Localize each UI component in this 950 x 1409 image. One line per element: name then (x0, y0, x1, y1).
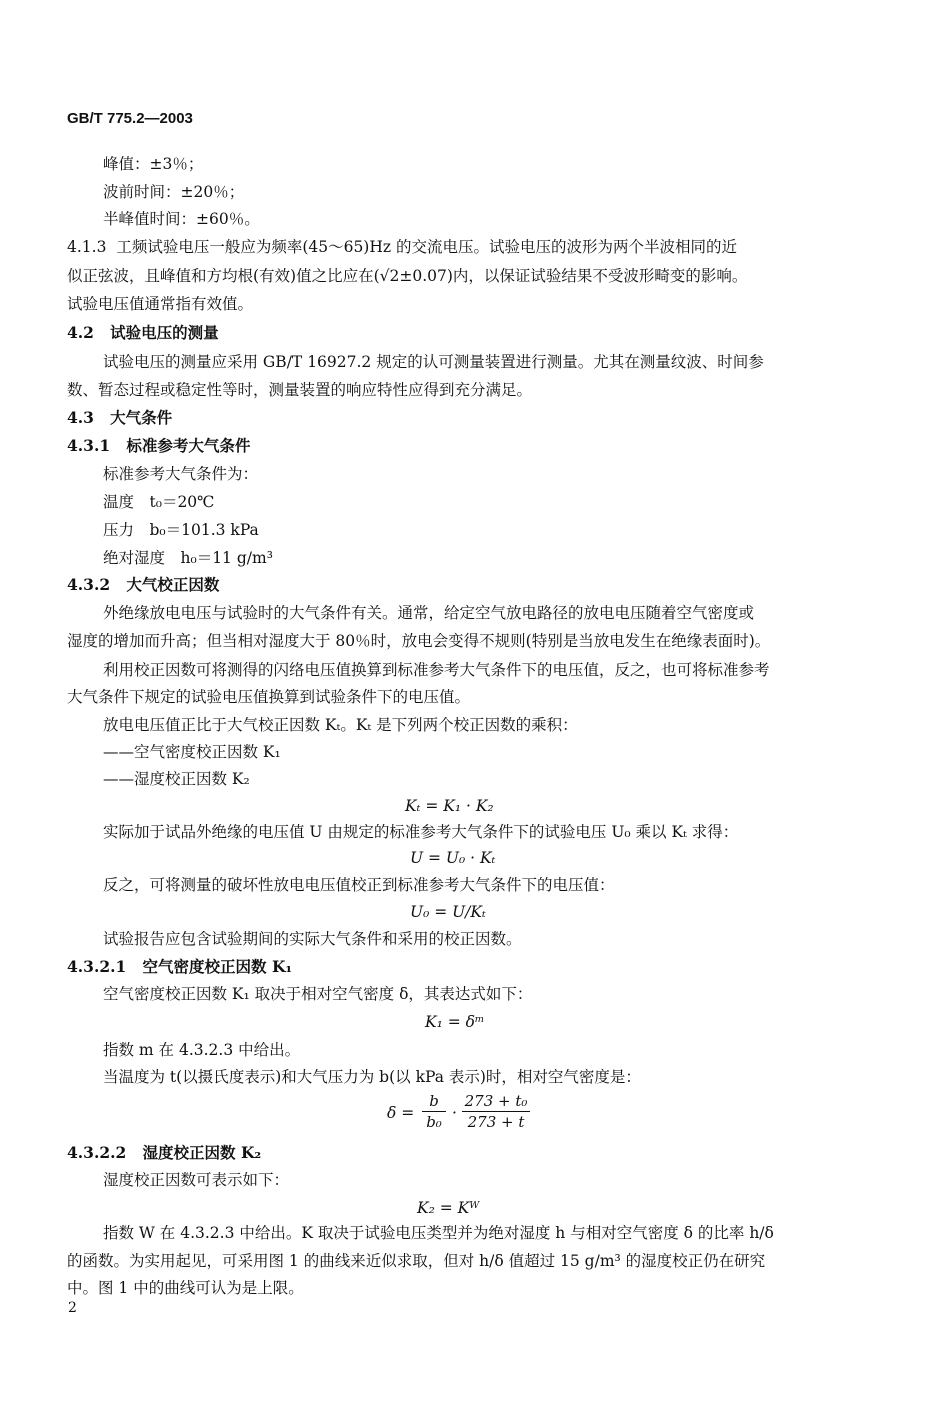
numerator: b (429, 1092, 439, 1110)
equation-kt: Kₜ = K₁ · K₂ (405, 797, 494, 815)
equation-k2: K₂ = Kᵂ (417, 1199, 480, 1217)
section-4-3-2-p5: 反之，可将测量的破坏性放电电压值校正到标准参考大气条件下的电压值： (103, 876, 615, 894)
section-4-3-heading (67, 407, 172, 429)
section-4-1-3-line3: 试验电压值通常指有效值。 (67, 295, 254, 313)
section-title: 空气密度校正因数 K₁ (142, 957, 293, 976)
tolerance-half-peak-time: 半峰值时间：±60％。 (103, 210, 260, 228)
section-4-3-2-2-p2-line3: 中。图 1 中的曲线可认为是上限。 (67, 1279, 304, 1297)
section-4-3-2-p4: 实际加于试品外绝缘的电压值 U 由规定的标准参考大气条件下的试验电压 U₀ 乘以 Kₜ 求得： (103, 823, 739, 841)
section-4-3-2-p2-line2: 大气条件下规定的试验电压值换算到试验条件下的电压值。 (67, 688, 471, 706)
denominator: 273 + t (467, 1113, 525, 1131)
numerator: 273 + t₀ (464, 1092, 528, 1110)
section-4-2-line1: 试验电压的测量应采用 GB/T 16927.2 规定的认可测量装置进行测量。尤其在测量纹波、时间参 (103, 353, 764, 371)
section-4-3-2-1-p1: 空气密度校正因数 K₁ 取决于相对空气密度 δ，其表达式如下： (103, 985, 533, 1003)
section-title: 试验电压的测量 (110, 323, 219, 342)
section-4-3-2-2-p2-line2: 的函数。为实用起见，可采用图 1 的曲线来近似求取，但对 h/δ 值超过 15 g/m³ 的湿度校正仍在研究 (67, 1252, 766, 1270)
section-4-3-2-p1-line1: 外绝缘放电电压与试验时的大气条件有关。通常，给定空气放电路径的放电电压随着空气密度或 (103, 604, 755, 622)
section-4-3-2-p2-line1: 利用校正因数可将测得的闪络电压值换算到标准参考大气条件下的电压值，反之，也可将标准参考 (103, 661, 770, 679)
fraction-bar (422, 1111, 446, 1112)
section-4-3-2-p6: 试验报告应包含试验期间的实际大气条件和采用的校正因数。 (103, 930, 522, 948)
denominator: b₀ (426, 1113, 442, 1131)
section-number: 4.3.2.2 (67, 1143, 127, 1162)
section-number: 4.3.2 (67, 575, 111, 594)
equation-u0: U₀ = U/Kₜ (410, 903, 486, 921)
section-4-2-heading (67, 322, 219, 344)
equation-k1: K₁ = δᵐ (425, 1013, 485, 1031)
section-4-2-line2: 数、暂态过程或稳定性等时，测量装置的响应特性应得到充分满足。 (67, 381, 533, 399)
section-number: 4.1.3 (67, 238, 107, 256)
section-number: 4.2 (67, 323, 94, 342)
section-4-3-2-1-p3: 当温度为 t(以摄氏度表示)和大气压力为 b(以 kPa 表示)时，相对空气密度是： (103, 1068, 641, 1086)
section-title: 大气校正因数 (126, 575, 220, 594)
delta-lhs: δ = (387, 1104, 415, 1122)
fraction-bar (462, 1111, 530, 1112)
section-number: 4.3.2.1 (67, 957, 127, 976)
reference-humidity: 绝对湿度 h₀＝11 g/m³ (103, 549, 273, 567)
standard-number: GB/T 775.2—2003 (67, 110, 193, 127)
fraction-temperature-ratio (462, 1092, 530, 1131)
list-item-air-density: ——空气密度校正因数 K₁ (103, 743, 281, 761)
section-4-1-3-line2: 似正弦波，且峰值和方均根(有效)值之比应在(√2±0.07)内，以保证试验结果不受波形畸变的影响。 (67, 267, 748, 285)
tolerance-front-time: 波前时间：±20％； (103, 183, 245, 201)
section-4-3-2-2-p1: 湿度校正因数可表示如下： (103, 1171, 290, 1189)
equation-u: U = U₀ · Kₜ (410, 849, 496, 867)
multiply-dot: · (452, 1104, 457, 1122)
tolerance-peak: 峰值：±3％； (103, 155, 204, 173)
section-4-3-1-heading (67, 435, 250, 457)
reference-conditions-intro: 标准参考大气条件为： (103, 465, 259, 483)
section-4-3-2-2-heading (67, 1142, 261, 1164)
section-4-3-2-p3: 放电电压值正比于大气校正因数 Kₜ。Kₜ 是下列两个校正因数的乘积： (103, 716, 578, 734)
section-4-3-2-1-heading (67, 956, 292, 978)
section-4-3-2-p1-line2: 湿度的增加而升高；但当相对湿度大于 80％时，放电会变得不规则(特别是当放电发生在绝缘表面时)。 (67, 632, 771, 650)
section-4-3-2-1-p2: 指数 m 在 4.3.2.3 中给出。 (103, 1041, 301, 1059)
section-title: 大气条件 (110, 408, 173, 427)
reference-temperature: 温度 t₀＝20℃ (103, 493, 215, 511)
section-number: 4.3.1 (67, 436, 111, 455)
section-4-3-2-2-p2-line1: 指数 W 在 4.3.2.3 中给出。K 取决于试验电压类型并为绝对湿度 h 与相对空气密度 δ 的比率 h/δ (103, 1224, 774, 1242)
paragraph-text: 工频试验电压一般应为频率(45～65)Hz 的交流电压。试验电压的波形为两个半波相同的近 (116, 238, 737, 256)
section-number: 4.3 (67, 408, 94, 427)
section-4-1-3-line1 (67, 236, 737, 258)
section-title: 湿度校正因数 K₂ (142, 1143, 262, 1162)
section-title: 标准参考大气条件 (126, 436, 251, 455)
list-item-humidity: ——湿度校正因数 K₂ (103, 770, 250, 788)
reference-pressure: 压力 b₀＝101.3 kPa (103, 521, 259, 539)
page-number: 2 (68, 1300, 77, 1316)
fraction-b-over-b0 (422, 1092, 446, 1131)
section-4-3-2-heading (67, 574, 219, 596)
